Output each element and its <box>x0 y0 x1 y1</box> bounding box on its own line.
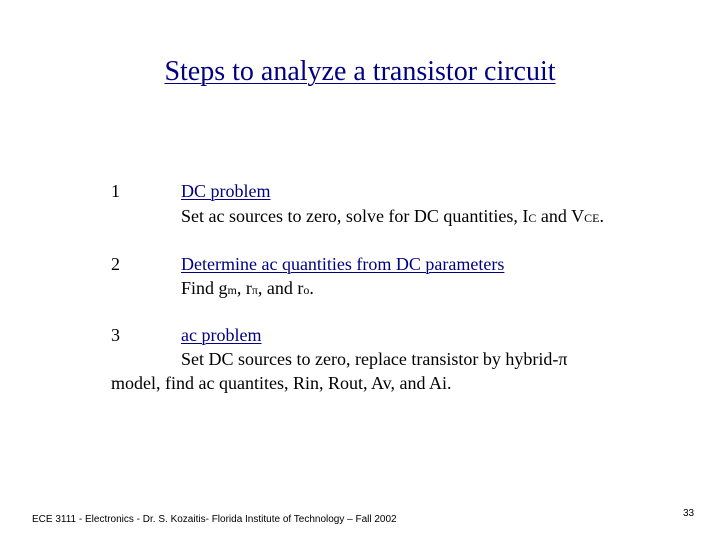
subscript-c: C <box>528 211 537 225</box>
step-2-heading: Determine ac quantities from DC parameters <box>181 254 505 274</box>
subscript-ce: CE <box>584 211 600 225</box>
step-1-description: Set ac sources to zero, solve for DC quantities, IC and VCE. <box>181 206 604 226</box>
step-1-heading: DC problem <box>181 181 271 201</box>
step-3-heading: ac problem <box>181 325 262 345</box>
step-3-description-line-2: model, find ac quantites, Rin, Rout, Av, and Ai. <box>111 373 452 393</box>
step-3-number: 3 <box>111 325 120 345</box>
step-1-number: 1 <box>111 181 120 201</box>
slide-footer: ECE 3111 - Electronics - Dr. S. Kozaitis- Florida Institute of Technology – Fall 2002 <box>32 514 397 525</box>
subscript-o: o <box>303 283 310 297</box>
subscript-pi: π <box>251 283 258 297</box>
step-2-description: Find gm, rπ, and ro. <box>181 278 314 298</box>
slide-title: Steps to analyze a transistor circuit <box>164 56 556 87</box>
subscript-m: m <box>227 283 237 297</box>
step-3-description-line-1: Set DC sources to zero, replace transistor by hybrid-π <box>181 349 568 369</box>
step-2-number: 2 <box>111 254 120 274</box>
page-number: 33 <box>683 508 695 519</box>
